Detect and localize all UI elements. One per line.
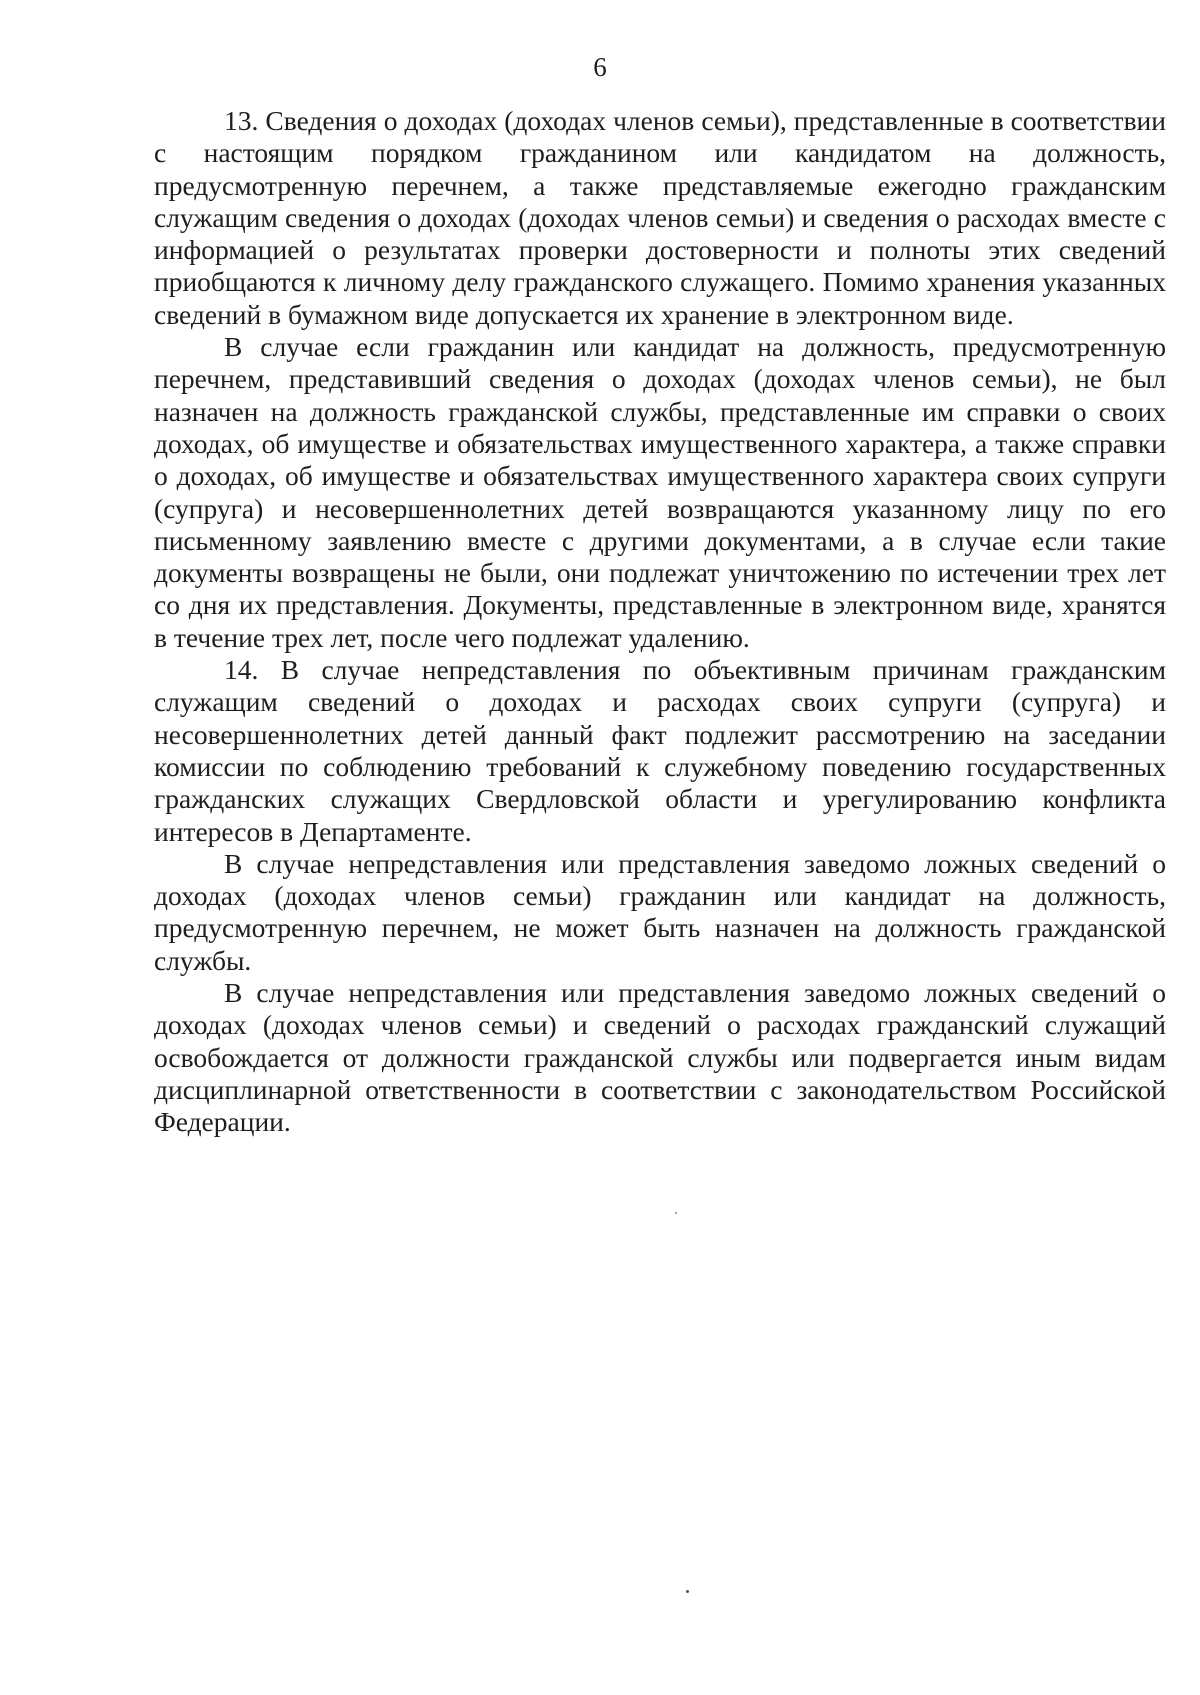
page-number: 6 xyxy=(593,52,607,82)
paragraph-13: 13. Сведения о доходах (доходах членов семьи), представленные в соответствии с настоящим порядком гражданином или кандидатом на должность, предусмотренную перечнем, а также представляемые ежегодно гражданским служащим сведения о доходах (доходах членов семьи) и сведения о расходах вместе с информацией о результатах проверки достоверности и полноты этих сведений приобщаются к личному делу гражданского служащего. Помимо хранения указанных сведений в бумажном виде допускается их хранение в электронном виде. xyxy=(154,105,1166,330)
scan-speck xyxy=(686,1590,689,1593)
paragraph-14-false-info-dismissal: В случае непредставления или представления заведомо ложных сведений о доходах (доходах членов семьи) и сведений о расходах гражданский служащий освобождается от должности гражданской службы или подвергается иным видам дисциплинарной ответственности в соответствии с законодательством Российской Федерации. xyxy=(154,977,1166,1138)
document-body xyxy=(154,105,1166,1139)
paragraph-13-continuation: В случае если гражданин или кандидат на должность, предусмотренную перечнем, представивший сведения о доходах (доходах членов семьи), не был назначен на должность гражданской службы, представленные им справки о своих доходах, об имуществе и обязательствах имущественного характера, а также справки о доходах, об имуществе и обязательствах имущественного характера своих супруги (супруга) и несовершеннолетних детей возвращаются указанному лицу по его письменному заявлению вместе с другими документами, а в случае если такие документы возвращены не были, они подлежат уничтожению по истечении трех лет со дня их представления. Документы, представленные в электронном виде, хранятся в течение трех лет, после чего подлежат удалению. xyxy=(154,331,1166,653)
paragraph-14-false-info-appointment: В случае непредставления или представления заведомо ложных сведений о доходах (доходах членов семьи) гражданин или кандидат на должность, предусмотренную перечнем, не может быть назначен на должность гражданской службы. xyxy=(154,847,1166,976)
paragraph-14: 14. В случае непредставления по объективным причинам гражданским служащим сведений о доходах и расходах своих супруги (супруга) и несовершеннолетних детей данный факт подлежит рассмотрению на заседании комиссии по соблюдению требований к служебному поведению государственных гражданских служащих Свердловской области и урегулированию конфликта интересов в Департаменте. xyxy=(154,654,1166,847)
scan-speck xyxy=(675,1212,677,1214)
